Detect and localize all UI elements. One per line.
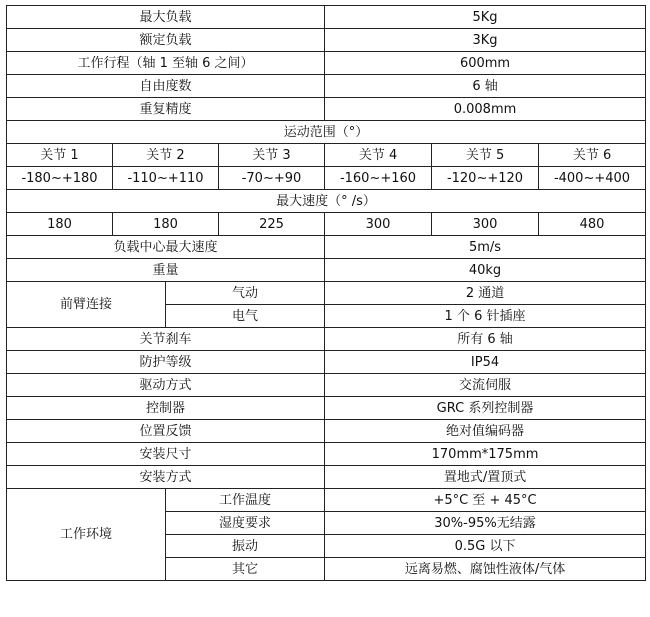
spec-label: 负载中心最大速度 bbox=[7, 236, 325, 259]
environment-label: 工作环境 bbox=[7, 489, 166, 581]
spec-value: 所有 6 轴 bbox=[325, 328, 646, 351]
motion-range-title: 运动范围（°） bbox=[7, 121, 646, 144]
joint-name: 关节 5 bbox=[432, 144, 539, 167]
spec-table-container bbox=[6, 5, 645, 608]
joint-speed: 180 bbox=[113, 213, 219, 236]
joint-name: 关节 3 bbox=[219, 144, 325, 167]
spec-row bbox=[7, 259, 646, 282]
spec-label: 位置反馈 bbox=[7, 420, 325, 443]
spec-row bbox=[7, 351, 646, 374]
spec-label: 自由度数 bbox=[7, 75, 325, 98]
forearm-sub-label: 气动 bbox=[166, 282, 325, 305]
spec-label: 工作行程（轴 1 至轴 6 之间） bbox=[7, 52, 325, 75]
spec-row bbox=[7, 29, 646, 52]
spec-value: 5m/s bbox=[325, 236, 646, 259]
joint-name: 关节 4 bbox=[325, 144, 432, 167]
spec-row bbox=[7, 52, 646, 75]
spec-label: 防护等级 bbox=[7, 351, 325, 374]
spec-value: 0.008mm bbox=[325, 98, 646, 121]
spec-value: 40kg bbox=[325, 259, 646, 282]
joint-range: -70~+90 bbox=[219, 167, 325, 190]
spec-label: 安装尺寸 bbox=[7, 443, 325, 466]
spec-row bbox=[7, 6, 646, 29]
environment-sub-label: 其它 bbox=[166, 558, 325, 581]
spec-row bbox=[7, 75, 646, 98]
joint-speed: 180 bbox=[7, 213, 113, 236]
environment-row bbox=[7, 489, 646, 512]
spec-value: IP54 bbox=[325, 351, 646, 374]
spec-value: 置地式/置顶式 bbox=[325, 466, 646, 489]
joint-range: -180~+180 bbox=[7, 167, 113, 190]
joint-speed: 300 bbox=[325, 213, 432, 236]
joint-ranges-row bbox=[7, 167, 646, 190]
forearm-sub-label: 电气 bbox=[166, 305, 325, 328]
spec-label: 重量 bbox=[7, 259, 325, 282]
joint-name: 关节 1 bbox=[7, 144, 113, 167]
joint-range: -160~+160 bbox=[325, 167, 432, 190]
spec-label: 安装方式 bbox=[7, 466, 325, 489]
spec-row bbox=[7, 420, 646, 443]
joint-names-row bbox=[7, 144, 646, 167]
environment-sub-value: 远离易燃、腐蚀性液体/气体 bbox=[325, 558, 646, 581]
spec-table bbox=[6, 5, 646, 581]
joint-speed: 225 bbox=[219, 213, 325, 236]
environment-sub-value: +5°C 至 + 45°C bbox=[325, 489, 646, 512]
spec-label: 重复精度 bbox=[7, 98, 325, 121]
spec-label: 驱动方式 bbox=[7, 374, 325, 397]
max-speed-header-row bbox=[7, 190, 646, 213]
spec-row bbox=[7, 236, 646, 259]
forearm-row bbox=[7, 282, 646, 305]
spec-label: 最大负载 bbox=[7, 6, 325, 29]
joint-speed: 300 bbox=[432, 213, 539, 236]
environment-sub-label: 振动 bbox=[166, 535, 325, 558]
spec-value: 170mm*175mm bbox=[325, 443, 646, 466]
joint-name: 关节 6 bbox=[539, 144, 646, 167]
joint-range: -110~+110 bbox=[113, 167, 219, 190]
spec-value: 交流伺服 bbox=[325, 374, 646, 397]
spec-value: GRC 系列控制器 bbox=[325, 397, 646, 420]
spec-value: 绝对值编码器 bbox=[325, 420, 646, 443]
spec-row bbox=[7, 98, 646, 121]
joint-name: 关节 2 bbox=[113, 144, 219, 167]
spec-value: 600mm bbox=[325, 52, 646, 75]
forearm-label: 前臂连接 bbox=[7, 282, 166, 328]
spec-row bbox=[7, 397, 646, 420]
environment-sub-label: 湿度要求 bbox=[166, 512, 325, 535]
environment-sub-label: 工作温度 bbox=[166, 489, 325, 512]
forearm-sub-value: 2 通道 bbox=[325, 282, 646, 305]
max-speed-values-row bbox=[7, 213, 646, 236]
spec-row bbox=[7, 466, 646, 489]
spec-value: 3Kg bbox=[325, 29, 646, 52]
spec-row bbox=[7, 443, 646, 466]
spec-label: 关节刹车 bbox=[7, 328, 325, 351]
spec-row bbox=[7, 328, 646, 351]
joint-range: -400~+400 bbox=[539, 167, 646, 190]
spec-label: 额定负载 bbox=[7, 29, 325, 52]
spec-row bbox=[7, 374, 646, 397]
spec-label: 控制器 bbox=[7, 397, 325, 420]
joint-speed: 480 bbox=[539, 213, 646, 236]
motion-range-header-row bbox=[7, 121, 646, 144]
environment-sub-value: 0.5G 以下 bbox=[325, 535, 646, 558]
joint-range: -120~+120 bbox=[432, 167, 539, 190]
spec-value: 6 轴 bbox=[325, 75, 646, 98]
environment-sub-value: 30%-95%无结露 bbox=[325, 512, 646, 535]
max-speed-title: 最大速度（° /s） bbox=[7, 190, 646, 213]
spec-value: 5Kg bbox=[325, 6, 646, 29]
forearm-sub-value: 1 个 6 针插座 bbox=[325, 305, 646, 328]
